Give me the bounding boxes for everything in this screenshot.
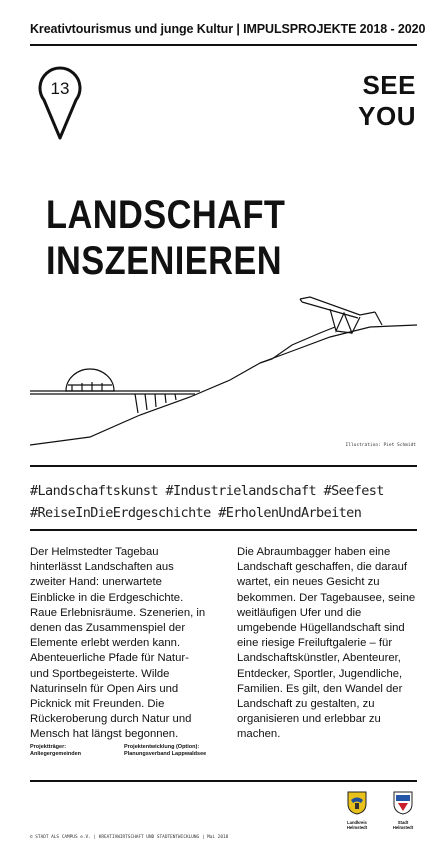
- project-carrier-label: Projektträger:: [30, 744, 67, 750]
- hashtags: [30, 480, 384, 524]
- corner-label: [358, 70, 416, 132]
- project-development: [124, 744, 214, 758]
- project-carrier: [30, 744, 110, 758]
- body-right-column: Die Abraumbagger haben eine Landschaft geschaffen, die darauf wartet, ein neues Gesicht zu bekommen. Der Tagebausee, seine weitläufigen Ufer und die umgebende Hügellandschaft sind eine riesige Freiluftgalerie – für Landschaftskünstler, Abenteurer, Entdecker, Sportler, Jugendliche, Familien. Es gilt, den Wandel der Landschaft zu gestalten, zu organisieren und erlebbar zu machen.: [237, 546, 416, 741]
- top-rule: [30, 44, 417, 46]
- stadt-label-line-1: Stadt: [397, 820, 409, 825]
- rule-above-logos: [30, 780, 417, 782]
- project-development-label: Projektentwicklung (Option):: [124, 744, 200, 750]
- project-development-value: Planungsverband Lappwaldsee: [124, 751, 207, 757]
- landkreis-crest-icon: [347, 791, 367, 815]
- title-line-1: LANDSCHAFT: [46, 193, 286, 237]
- badge-number: 13: [50, 79, 70, 98]
- hashtag-line-1: #Landschaftskunst #Industrielandschaft #Seefest: [30, 483, 384, 499]
- footer-text: © STADT ALS CAMPUS e.V. | KREATIVWIRTSCHAFT UND STADTENTWICKLUNG | Mai 2018: [30, 835, 229, 840]
- corner-line-1: SEE: [362, 70, 416, 100]
- title-line-2: INSZENIEREN: [46, 239, 283, 283]
- landkreis-label-line-2: Helmstedt: [346, 825, 368, 830]
- rule-below-tags: [30, 529, 417, 531]
- hashtag-line-2: #ReiseInDieErdgeschichte #ErholenUndArbeiten: [30, 505, 362, 521]
- stadt-label-line-2: Helmstedt: [392, 825, 414, 830]
- corner-line-2: YOU: [358, 101, 416, 131]
- rule-above-tags: [30, 465, 417, 467]
- illustration-credit: Illustration: Piet Schmidt: [345, 443, 416, 448]
- page-title: [46, 192, 285, 284]
- landscape-illustration: [30, 285, 417, 450]
- map-pin-icon: [38, 64, 82, 140]
- stadt-crest-icon: [393, 791, 413, 815]
- project-carrier-value: Anliegergemeinden: [30, 751, 82, 757]
- landkreis-label-line-1: Landkreis: [347, 820, 367, 825]
- body-left-column: Der Helmstedter Tagebau hinterlässt Landschaften aus zweiter Hand: unerwartete Einblicke in die Erdgeschichte. Raue Erlebnisräume. Szenerien, in denen das Zusammenspiel der Elemente erlebt werden kann. Abenteuerliche Pfade für Natur- und Sportbegeisterte. Wilde Naturinseln für Open Airs und Picknick mit Freunden. Die Rückeroberung durch Natur und Mensch hat längst begonnen.: [30, 546, 206, 741]
- stadt-logo-label: [386, 820, 420, 830]
- header-title: Kreativtourismus und junge Kultur | IMPULSPROJEKTE 2018 - 2020: [30, 22, 426, 36]
- landkreis-logo-label: [340, 820, 374, 830]
